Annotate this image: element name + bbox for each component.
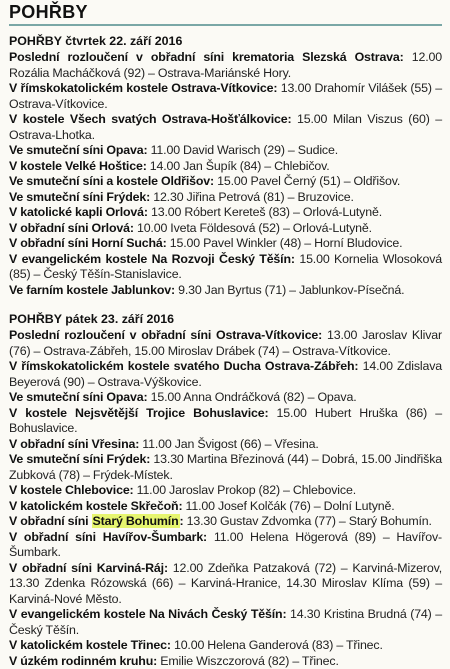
entry-venue: Ve smuteční síni Opava: bbox=[9, 143, 148, 157]
entry-details: 12.00 Rozália Macháčková (92) – Ostrava-Mariánské Hory. bbox=[9, 50, 442, 80]
entry-venue: Ve smuteční síni Opava: bbox=[9, 390, 148, 404]
funeral-entry bbox=[9, 437, 442, 453]
entry-venue: Ve smuteční síni Frýdek: bbox=[9, 190, 150, 204]
funeral-entry bbox=[9, 514, 442, 530]
entry-details: 11.00 Helena Högerová (89) – Havířov-Šumbark. bbox=[9, 530, 442, 560]
funeral-entry bbox=[9, 112, 442, 143]
entry-venue: V evangelickém kostele Na Rozvoji Český Těšín: bbox=[9, 252, 295, 266]
funeral-entry bbox=[9, 452, 442, 483]
entry-venue: V obřadní síni Horní Suchá: bbox=[9, 236, 167, 250]
funeral-entry bbox=[9, 143, 442, 159]
funerals-thursday-section bbox=[9, 34, 442, 298]
entry-venue: V římskokatolickém kostele Ostrava-Vítkovice: bbox=[9, 81, 277, 95]
funeral-entry bbox=[9, 252, 442, 283]
funeral-entry bbox=[9, 205, 442, 221]
section-heading: POHŘBY pátek 23. září 2016 bbox=[9, 312, 442, 327]
highlighted-place-name: Starý Bohumín bbox=[92, 514, 180, 528]
entry-venue: V katolické kapli Orlová: bbox=[9, 205, 148, 219]
funeral-entry bbox=[9, 499, 442, 515]
entry-venue: V kostele Velké Hoštice: bbox=[9, 159, 147, 173]
entry-venue: V evangelickém kostele Na Nivách Český Těšín: bbox=[9, 607, 286, 621]
page-header bbox=[9, 0, 442, 30]
entry-venue: Ve farním kostele Jablunkov: bbox=[9, 283, 175, 297]
entry-details: 13.00 Róbert Kereteš (83) – Orlová-Lutyně. bbox=[148, 205, 382, 219]
entry-venue: Poslední rozloučení v obřadní síni krematoria Slezská Ostrava: bbox=[9, 50, 404, 64]
entry-venue: V obřadní síni Karviná-Ráj: bbox=[9, 561, 168, 575]
entry-details: 13.00 Drahomír Vilášek (55) – Ostrava-Vítkovice. bbox=[9, 81, 442, 111]
entry-venue: V římskokatolickém kostele svatého Ducha Ostrava-Zábřeh: bbox=[9, 359, 358, 373]
funeral-entry bbox=[9, 221, 442, 237]
obituary-page bbox=[9, 0, 442, 669]
entry-details: 9.30 Jan Byrtus (71) – Jablunkov-Písečná. bbox=[175, 283, 404, 297]
entry-venue: Ve smuteční síni a kostele Oldřišov: bbox=[9, 174, 214, 188]
entry-venue-prefix: V obřadní síni bbox=[9, 514, 92, 528]
entry-venue: V katolickém kostele Třinec: bbox=[9, 638, 171, 652]
funeral-entry bbox=[9, 190, 442, 206]
page-title: POHŘBY bbox=[9, 2, 88, 23]
entry-details: 15.00 Hubert Hruška (86) – Bohuslavice. bbox=[9, 406, 442, 436]
funeral-entry bbox=[9, 159, 442, 175]
funeral-entry bbox=[9, 483, 442, 499]
entry-details: 12.30 Jiřina Petrová (81) – Bruzovice. bbox=[150, 190, 354, 204]
funeral-entry bbox=[9, 81, 442, 112]
entry-details: 15.00 Milan Viszus (60) – Ostrava-Lhotka. bbox=[9, 112, 442, 142]
entry-details: 10.00 Iveta Földesová (52) – Orlová-Lutyně. bbox=[134, 221, 372, 235]
entry-details: Emilie Wiszczorová (82) – Třinec. bbox=[157, 654, 339, 668]
entry-venue: V obřadní síni Havířov-Šumbark: bbox=[9, 530, 207, 544]
header-rule bbox=[9, 24, 442, 26]
entry-venue: Poslední rozloučení v obřadní síni Ostrava-Vítkovice: bbox=[9, 328, 322, 342]
entry-details: 11.00 Jan Švigost (66) – Vřesina. bbox=[139, 437, 318, 451]
entry-venue: V úzkém rodinném kruhu: bbox=[9, 654, 157, 668]
funerals-friday-section bbox=[9, 312, 442, 669]
funeral-entry bbox=[9, 359, 442, 390]
entry-venue: V obřadní síni Orlová: bbox=[9, 221, 134, 235]
entry-details: 13.30 Gustav Zdvomka (77) – Starý Bohumín. bbox=[184, 514, 432, 528]
entry-venue: V kostele Všech svatých Ostrava-Hošťálkovice: bbox=[9, 112, 291, 126]
entry-details: 11.00 Josef Kolčák (76) – Dolní Lutyně. bbox=[182, 499, 394, 513]
entry-venue: V obřadní síni Vřesina: bbox=[9, 437, 139, 451]
entry-details: 11.00 David Warisch (29) – Sudice. bbox=[148, 143, 339, 157]
entry-details: 14.30 Kristina Brudná (74) – Český Těšín. bbox=[9, 607, 442, 637]
entry-details: 15.00 Pavel Winkler (48) – Horní Bludovice. bbox=[167, 236, 403, 250]
entry-venue bbox=[9, 514, 184, 528]
entry-details: 10.00 Helena Ganderová (83) – Třinec. bbox=[171, 638, 383, 652]
entry-details: 14.00 Zdislava Beyerová (90) – Ostrava-Výškovice. bbox=[9, 359, 442, 389]
entry-details: 12.00 Zdeňka Patzaková (72) – Karviná-Mizerov, 13.30 Zdenka Rózowská (66) – Karviná-Hranice, 14.30 Miroslav Klíma (59) – Karviná-Nové Město. bbox=[9, 561, 442, 606]
entry-details: 15.00 Pavel Černý (51) – Oldřišov. bbox=[214, 174, 400, 188]
entry-details: 15.00 Anna Ondráčková (82) – Opava. bbox=[148, 390, 357, 404]
funeral-entry bbox=[9, 561, 442, 608]
entry-venue-suffix: : bbox=[180, 514, 184, 528]
entry-details: 15.00 Kornelia Wlosoková (85) – Český Těšín-Stanislavice. bbox=[9, 252, 442, 282]
entry-details: 13.30 Martina Březinová (44) – Dobrá, 15.00 Jindřiška Zubková (78) – Frýdek-Místek. bbox=[9, 452, 442, 482]
entry-details: 11.00 Jaroslav Prokop (82) – Chlebovice. bbox=[134, 483, 356, 497]
entry-details: 13.00 Jaroslav Klivar (76) – Ostrava-Zábřeh, 15.00 Miroslav Drábek (74) – Ostrava-Vítkovice. bbox=[9, 328, 442, 358]
funeral-entry bbox=[9, 328, 442, 359]
section-heading: POHŘBY čtvrtek 22. září 2016 bbox=[9, 34, 442, 49]
funeral-entry bbox=[9, 654, 442, 669]
funeral-entry bbox=[9, 638, 442, 654]
entry-details: 14.00 Jan Šupík (84) – Chlebičov. bbox=[147, 159, 330, 173]
entry-venue: Ve smuteční síni Frýdek: bbox=[9, 452, 150, 466]
funeral-entry bbox=[9, 50, 442, 81]
entry-venue: V kostele Chlebovice: bbox=[9, 483, 134, 497]
entry-venue: V kostele Nejsvětější Trojice Bohuslavice: bbox=[9, 406, 268, 420]
funeral-entry bbox=[9, 283, 442, 299]
entry-venue: V katolickém kostele Skřečoň: bbox=[9, 499, 182, 513]
funeral-entry bbox=[9, 390, 442, 406]
funeral-entry bbox=[9, 530, 442, 561]
funeral-entry bbox=[9, 174, 442, 190]
funeral-entry bbox=[9, 607, 442, 638]
funeral-entry bbox=[9, 236, 442, 252]
funeral-entry bbox=[9, 406, 442, 437]
